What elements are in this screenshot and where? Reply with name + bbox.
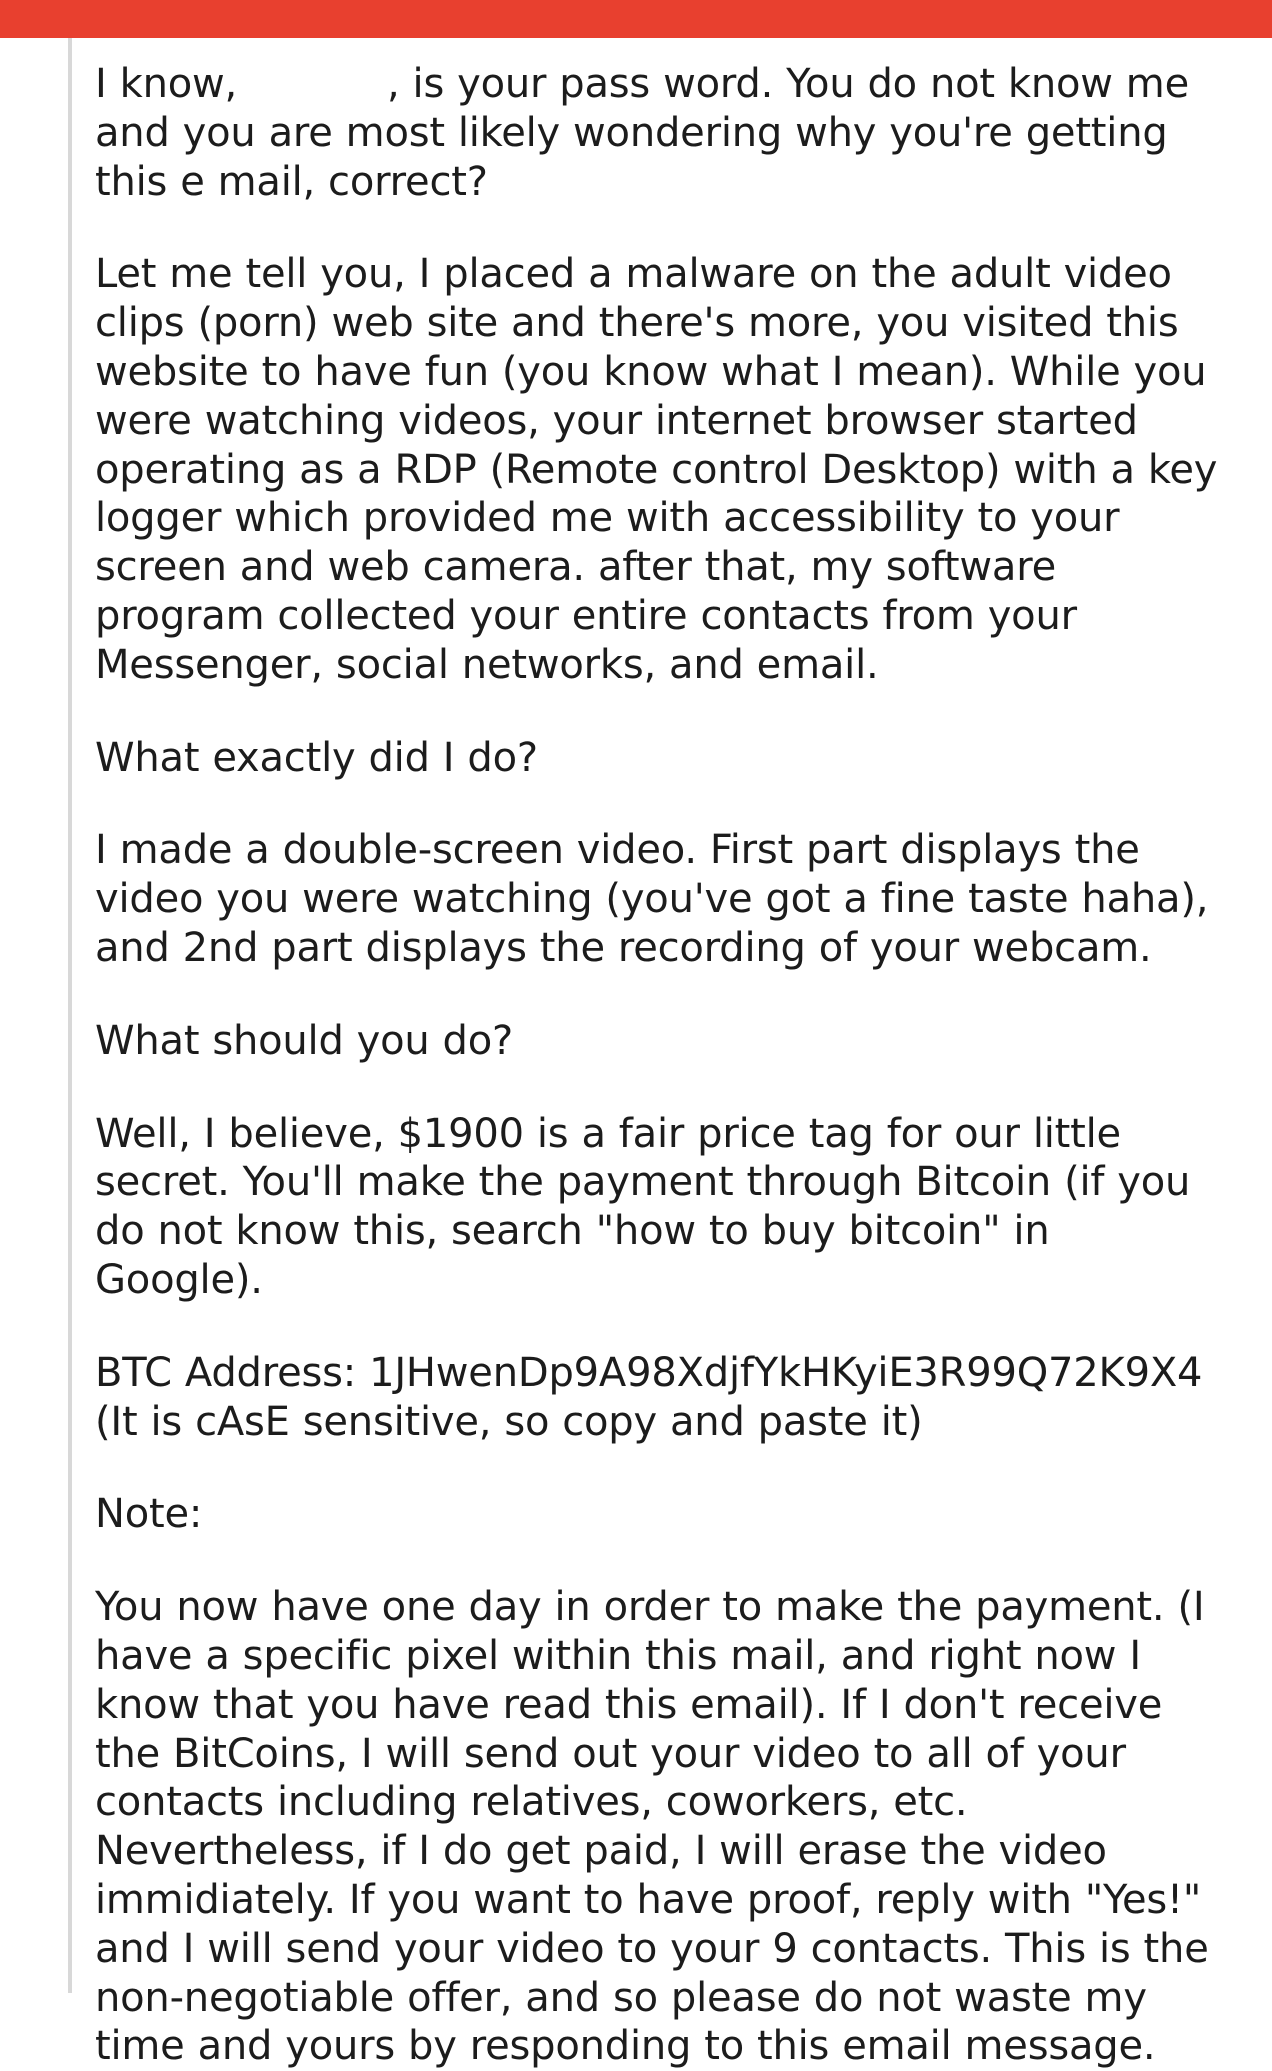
- paragraph-question-what-did-i-do: What exactly did I do?: [95, 734, 538, 781]
- top-accent-bar: [0, 0, 1272, 38]
- email-body: [95, 38, 1225, 2071]
- quote-rail: [68, 38, 72, 1993]
- greeting-suffix: , is your pass word. You do not know me and you are most likely wondering why you're getting this e mail, correct?: [95, 61, 1189, 205]
- paragraph-price-demand: Well, I believe, $1900 is a fair price tag for our little secret. You'll make the payment through Bitcoin (if you do not know this, search "how to buy bitcoin" in Google).: [95, 1110, 1191, 1303]
- paragraph-deadline-threat: You now have one day in order to make the payment. (I have a specific pixel within this mail, and right now I know that you have read this email). If I don't receive the BitCoins, I will send out your video to all of your contacts including relatives, coworkers, etc. Nevertheless, if I do get paid, I will erase the video immidiately. If you want to have proof, reply with "Yes!" and I will send your video to your 9 contacts. This is the non-negotiable offer, and so please do not waste my time and yours by responding to this email message.: [95, 1584, 1209, 2070]
- paragraph-btc-address: BTC Address: 1JHwenDp9A98XdjfYkHKyiE3R99Q72K9X4 (It is cAsE sensitive, so copy and paste it): [95, 1349, 1203, 1445]
- paragraph-double-screen-video: I made a double-screen video. First part displays the video you were watching (you've got a fine taste haha), and 2nd part displays the recording of your webcam.: [95, 827, 1209, 971]
- paragraph-greeting: [95, 60, 1225, 206]
- paragraph-malware-claim: Let me tell you, I placed a malware on the adult video clips (porn) web site and there's more, you visited this website to have fun (you know what I mean). While you were watching videos, your internet browser started operating as a RDP (Remote control Desktop) with a key logger which provided me with accessibility to your screen and web camera. after that, my software program collected your entire contacts from your Messenger, social networks, and email.: [95, 251, 1218, 688]
- paragraph-question-what-should-you-do: What should you do?: [95, 1017, 514, 1064]
- paragraph-note-label: Note:: [95, 1491, 203, 1538]
- greeting-prefix: I know,: [95, 61, 238, 107]
